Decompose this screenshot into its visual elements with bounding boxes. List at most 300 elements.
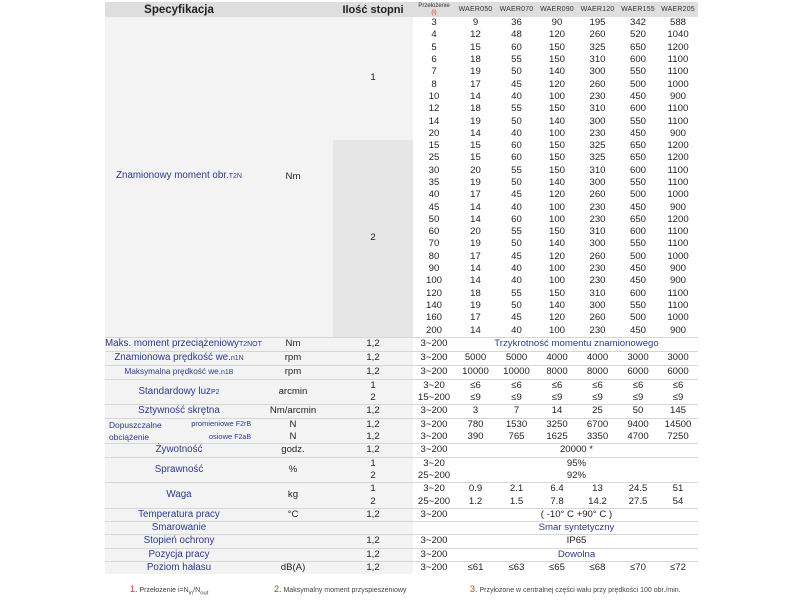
ratio: 35 [413, 177, 455, 189]
ratio: 25~200 [413, 470, 455, 483]
value: 550 [618, 66, 658, 78]
value: 50 [618, 405, 658, 418]
header-model: WAER205 [658, 2, 698, 17]
stages: 1,2 [333, 548, 413, 561]
value: 1.2 [455, 495, 496, 508]
unit: rpm [253, 351, 333, 365]
value: ≤9 [658, 392, 698, 405]
value: 18 [455, 54, 496, 66]
ratio: 4 [413, 29, 455, 41]
ratio: 3~200 [413, 351, 455, 365]
value: 55 [496, 288, 537, 300]
span-value: Trzykrotność momentu znamionowego [455, 337, 698, 351]
value: 310 [577, 226, 618, 238]
value: 780 [455, 418, 496, 431]
unit: N [253, 418, 333, 431]
ratio: 70 [413, 238, 455, 250]
axial-sub: F2aB [234, 433, 251, 441]
ratio: 7 [413, 66, 455, 78]
value: 51 [658, 483, 698, 496]
load-sub-radial [105, 419, 253, 431]
value: 60 [496, 140, 537, 152]
row-weight-1 [105, 483, 698, 496]
value: 55 [496, 103, 537, 115]
value: 120 [537, 29, 577, 41]
value: 14 [455, 275, 496, 287]
footnote-3-number: 3. [470, 584, 478, 594]
value: 1100 [658, 115, 698, 127]
ratio: 3~20 [413, 379, 455, 392]
unit: N [253, 431, 333, 444]
value: 40 [496, 275, 537, 287]
name-text: Standardowy luz [138, 385, 211, 397]
header-ratio [413, 2, 455, 17]
stages: 1,2 [333, 431, 413, 444]
unit [253, 548, 333, 561]
value: 300 [577, 115, 618, 127]
value: ≤6 [658, 379, 698, 392]
torque-name-text: Znamionowy moment obr. [116, 170, 229, 182]
row-temperature [105, 508, 698, 521]
unit: godz. [253, 444, 333, 457]
ratio [413, 521, 455, 534]
value: 120 [537, 189, 577, 201]
footnote-1-number: 1. [130, 584, 138, 594]
ratio: 40 [413, 189, 455, 201]
stages: 1,2 [333, 337, 413, 351]
header-row [105, 2, 698, 17]
value: 230 [577, 91, 618, 103]
value: 450 [618, 324, 658, 337]
value: 54 [658, 495, 698, 508]
span-value: 20000 * [455, 444, 698, 457]
value: 520 [618, 29, 658, 41]
unit: °C [253, 508, 333, 521]
value: 15 [455, 140, 496, 152]
value: 27.5 [618, 495, 658, 508]
value: 230 [577, 275, 618, 287]
value: 14500 [658, 418, 698, 431]
ratio: 5 [413, 42, 455, 54]
stages [333, 521, 413, 534]
ratio: 14 [413, 115, 455, 127]
value: 3000 [618, 351, 658, 365]
unit: Nm/arcmin [253, 405, 333, 418]
ratio: 10 [413, 91, 455, 103]
stages: 1,2 [333, 351, 413, 365]
name-sub: n1N [230, 354, 244, 362]
value: 150 [537, 54, 577, 66]
value: 14 [455, 324, 496, 337]
header-model: WAER070 [496, 2, 537, 17]
value: 48 [496, 29, 537, 41]
value: 7 [496, 405, 537, 418]
value: ≤6 [618, 379, 658, 392]
value: 1100 [658, 103, 698, 115]
value: ≤9 [537, 392, 577, 405]
value: 550 [618, 238, 658, 250]
value: 9 [455, 17, 496, 29]
value: 140 [537, 238, 577, 250]
load-sub-axial [105, 431, 253, 443]
value: 1625 [537, 431, 577, 444]
row-name [105, 365, 253, 379]
value: 5000 [496, 351, 537, 365]
footnote-1-sub-in: in [188, 590, 194, 597]
value: 17 [455, 251, 496, 263]
unit [253, 521, 333, 534]
value: 14 [455, 128, 496, 140]
value: ≤63 [496, 561, 537, 574]
value: 390 [455, 431, 496, 444]
load-type-radial [191, 420, 251, 429]
row-noise [105, 561, 698, 574]
value: 325 [577, 152, 618, 164]
ratio: 25~200 [413, 495, 455, 508]
value: 140 [537, 177, 577, 189]
value: 900 [658, 324, 698, 337]
value: 60 [496, 214, 537, 226]
value: 260 [577, 78, 618, 90]
row-speed-max [105, 365, 698, 379]
value: ≤61 [455, 561, 496, 574]
value: 14 [537, 405, 577, 418]
header-unit-blank [253, 2, 333, 17]
value: 55 [496, 226, 537, 238]
ratio: 3~200 [413, 561, 455, 574]
row-name: Pozycja pracy [105, 548, 253, 561]
name-text: Maksymalna prędkość we. [124, 366, 221, 376]
value: 50 [496, 115, 537, 127]
stages: 1 [333, 379, 413, 392]
header-model: WAER050 [455, 2, 496, 17]
value: 650 [618, 42, 658, 54]
header-stages: Ilość stopni [333, 2, 413, 17]
ratio: 90 [413, 263, 455, 275]
unit: % [253, 457, 333, 483]
value: 1000 [658, 189, 698, 201]
unit: dB(A) [253, 561, 333, 574]
value: ≤65 [537, 561, 577, 574]
value: 900 [658, 128, 698, 140]
value: 100 [537, 91, 577, 103]
value: 2.1 [496, 483, 537, 496]
value: 325 [577, 140, 618, 152]
value: 300 [577, 238, 618, 250]
span-value: Dowolna [455, 548, 698, 561]
value: ≤70 [618, 561, 658, 574]
value: 18 [455, 288, 496, 300]
ratio: 3~20 [413, 483, 455, 496]
value: 45 [496, 189, 537, 201]
ratio: 12 [413, 103, 455, 115]
value: 6000 [658, 365, 698, 379]
ratio: 15 [413, 140, 455, 152]
stages: 1,2 [333, 508, 413, 521]
ratio: 6 [413, 54, 455, 66]
value: 6.4 [537, 483, 577, 496]
value: 25 [577, 405, 618, 418]
value: 60 [496, 42, 537, 54]
value: 18 [455, 103, 496, 115]
name-text: Maks. moment przeciążeniowy [105, 337, 239, 349]
ratio: 3~200 [413, 365, 455, 379]
value: 650 [618, 152, 658, 164]
value: 4000 [577, 351, 618, 365]
value: ≤9 [496, 392, 537, 405]
value: 120 [537, 78, 577, 90]
ratio: 3~200 [413, 444, 455, 457]
value: 342 [618, 17, 658, 29]
value: 100 [537, 128, 577, 140]
footnote-3-text: Przyłożone w centralnej części wału przy prędkości 100 obr./min. [479, 587, 681, 594]
row-protection [105, 535, 698, 548]
value: 120 [537, 251, 577, 263]
span-value: Smar syntetyczny [455, 521, 698, 534]
row-name: Smarowanie [105, 521, 253, 534]
value: 5000 [455, 351, 496, 365]
value: 50 [496, 177, 537, 189]
value: 450 [618, 263, 658, 275]
ratio: 15~200 [413, 392, 455, 405]
value: 600 [618, 226, 658, 238]
footnote-2 [274, 584, 406, 594]
ratio: 80 [413, 251, 455, 263]
ratio: 45 [413, 201, 455, 213]
ratio: 3~200 [413, 508, 455, 521]
value: 50 [496, 300, 537, 312]
value: 8000 [577, 365, 618, 379]
value: 19 [455, 177, 496, 189]
row-name: Waga [105, 483, 253, 509]
name-sub: T2NOT [238, 340, 262, 348]
value: 260 [577, 189, 618, 201]
value: 300 [577, 177, 618, 189]
footnote-1 [130, 584, 208, 596]
stages: 2 [333, 495, 413, 508]
value: 325 [577, 42, 618, 54]
value: 19 [455, 300, 496, 312]
value: 650 [618, 140, 658, 152]
value: 100 [537, 263, 577, 275]
stages: 1,2 [333, 444, 413, 457]
value: 6700 [577, 418, 618, 431]
value: 195 [577, 17, 618, 29]
ratio: 30 [413, 165, 455, 177]
value: 50 [496, 66, 537, 78]
row-stiffness [105, 405, 698, 418]
value: 588 [658, 17, 698, 29]
name-sub: P2 [210, 388, 220, 396]
row-position [105, 548, 698, 561]
value: 100 [537, 275, 577, 287]
torque-name [105, 17, 253, 337]
ratio: 3~200 [413, 548, 455, 561]
value: 230 [577, 324, 618, 337]
value: 310 [577, 54, 618, 66]
value: 14 [455, 201, 496, 213]
value: 260 [577, 251, 618, 263]
value: 145 [658, 405, 698, 418]
value: 500 [618, 312, 658, 324]
value: 3350 [577, 431, 618, 444]
value: 140 [537, 66, 577, 78]
radial-sub: F2rB [235, 421, 251, 429]
torque-name-sub: T2N [228, 173, 242, 181]
value: 55 [496, 165, 537, 177]
value: 900 [658, 91, 698, 103]
value: 45 [496, 312, 537, 324]
value: 260 [577, 29, 618, 41]
unit: kg [253, 483, 333, 509]
header-ratio-line2: (i) [431, 9, 437, 16]
ratio: 50 [413, 214, 455, 226]
value: ≤9 [577, 392, 618, 405]
ratio: 8 [413, 78, 455, 90]
stages: 1,2 [333, 418, 413, 431]
value: 1000 [658, 312, 698, 324]
value: 7250 [658, 431, 698, 444]
value: 10000 [455, 365, 496, 379]
value: 24.5 [618, 483, 658, 496]
value: 40 [496, 91, 537, 103]
value: 1200 [658, 140, 698, 152]
radial-label: promieniowe [191, 419, 234, 429]
ratio: 140 [413, 300, 455, 312]
stages: 2 [333, 392, 413, 405]
value: 20 [455, 226, 496, 238]
value: 310 [577, 288, 618, 300]
stages: 1,2 [333, 365, 413, 379]
value: 310 [577, 165, 618, 177]
value: ≤6 [496, 379, 537, 392]
ratio: 120 [413, 288, 455, 300]
value: 150 [537, 140, 577, 152]
axial-label: osiowe [208, 431, 233, 441]
footnote-2-text: Maksymalny moment przyspieszeniowy [283, 587, 407, 594]
value: 230 [577, 214, 618, 226]
row-name: Poziom hałasu [105, 561, 253, 574]
value: 300 [577, 300, 618, 312]
unit [253, 535, 333, 548]
ratio: 3 [413, 17, 455, 29]
load-name-line1: Dopuszczalne [109, 419, 162, 430]
value: 10000 [496, 365, 537, 379]
row-name [105, 337, 262, 351]
header-model: WAER120 [577, 2, 618, 17]
value: 300 [577, 66, 618, 78]
ratio: 3~200 [413, 431, 455, 444]
value: 36 [496, 17, 537, 29]
value: 150 [537, 165, 577, 177]
value: 500 [618, 189, 658, 201]
value: 60 [496, 152, 537, 164]
value: 1000 [658, 251, 698, 263]
spec-table [105, 2, 698, 574]
value: 12 [455, 29, 496, 41]
value: 1200 [658, 152, 698, 164]
stages: 1,2 [333, 535, 413, 548]
ratio: 60 [413, 226, 455, 238]
value: 1100 [658, 238, 698, 250]
value: 40 [496, 128, 537, 140]
unit: Nm [253, 337, 333, 351]
spec-table-container [105, 2, 698, 574]
value: 1530 [496, 418, 537, 431]
span-value: ( -10° C +90° C ) [455, 508, 698, 521]
value: 900 [658, 201, 698, 213]
span-value: 92% [455, 470, 698, 483]
ratio: 25 [413, 152, 455, 164]
value: 20 [455, 165, 496, 177]
value: ≤9 [455, 392, 496, 405]
row-name: Temperatura pracy [105, 508, 253, 521]
value: 3 [455, 405, 496, 418]
footnote-3 [470, 584, 681, 594]
value: 100 [537, 214, 577, 226]
value: 600 [618, 103, 658, 115]
value: 1100 [658, 288, 698, 300]
value: 45 [496, 251, 537, 263]
value: 310 [577, 103, 618, 115]
value: 100 [537, 324, 577, 337]
value: 260 [577, 312, 618, 324]
value: 150 [537, 152, 577, 164]
value: 450 [618, 91, 658, 103]
value: 900 [658, 275, 698, 287]
value: 1100 [658, 66, 698, 78]
row-name: Sprawność [105, 457, 253, 483]
value: 14 [455, 263, 496, 275]
row-efficiency-1 [105, 457, 698, 470]
value: 120 [537, 312, 577, 324]
row-backlash-1 [105, 379, 698, 392]
row-name: Stopień ochrony [105, 535, 253, 548]
value: 230 [577, 128, 618, 140]
value: ≤6 [455, 379, 496, 392]
value: 19 [455, 66, 496, 78]
value: 1100 [658, 165, 698, 177]
value: 4000 [537, 351, 577, 365]
footnote-1-mid: /N [193, 587, 201, 594]
row-name-radial [105, 418, 253, 431]
value: 45 [496, 78, 537, 90]
ratio: 3~200 [413, 337, 455, 351]
value: 4700 [618, 431, 658, 444]
header-spec: Specyfikacja [105, 2, 253, 17]
ratio: 100 [413, 275, 455, 287]
ratio: 200 [413, 324, 455, 337]
header-model: WAER155 [618, 2, 658, 17]
load-name-line2: obciążenie [109, 432, 150, 443]
value: 140 [537, 115, 577, 127]
value: 1100 [658, 300, 698, 312]
value: 9400 [618, 418, 658, 431]
value: 0.9 [455, 483, 496, 496]
value: 6000 [618, 365, 658, 379]
value: 17 [455, 189, 496, 201]
value: 550 [618, 300, 658, 312]
value: 1100 [658, 226, 698, 238]
stages: 1 [333, 483, 413, 496]
value: 650 [618, 214, 658, 226]
value: 900 [658, 263, 698, 275]
value: 150 [537, 226, 577, 238]
value: 1200 [658, 42, 698, 54]
value: 230 [577, 201, 618, 213]
value: 14 [455, 214, 496, 226]
ratio: 3~20 [413, 457, 455, 470]
